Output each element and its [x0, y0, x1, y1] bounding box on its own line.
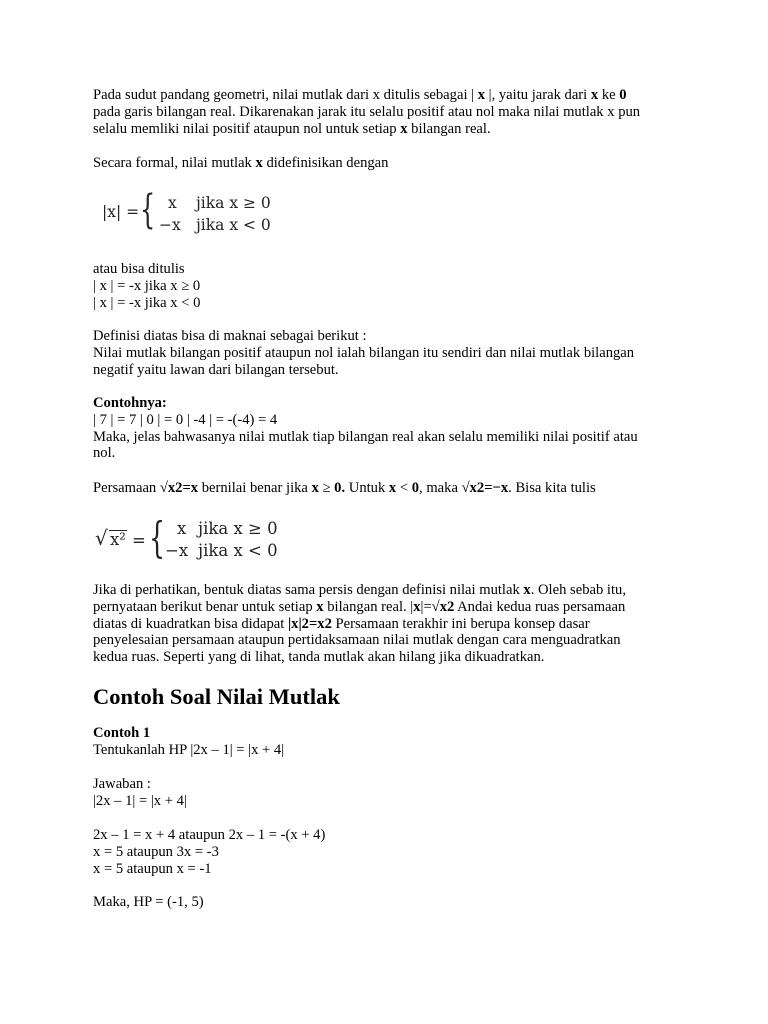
eq1-brace: {	[140, 187, 156, 233]
example-1-result: Maka, HP = (-1, 5)	[93, 894, 204, 910]
formal-definition-text: Secara formal, nilai mutlak x didefinisikan dengan	[93, 155, 389, 171]
examples-line: | 7 | = 7 | 0 | = 0 | -4 | = -(-4) = 4	[93, 411, 278, 428]
eq2-sqrt-sign: √	[95, 526, 108, 550]
eq2-brace: {	[149, 513, 166, 562]
eq2-row1-value: x	[177, 519, 187, 538]
sqrt-x-squared-equation	[95, 513, 305, 568]
answer-label: Jawaban :	[93, 776, 151, 792]
intro-paragraph	[93, 87, 693, 137]
alternative-form: atau bisa ditulis | x | = -x jika x ≥ 0 | x | = -x jika x < 0	[93, 261, 201, 311]
eq1-row1-value: x	[168, 194, 177, 212]
intro-line-2: pada garis bilangan real. Dikarenakan jarak itu selalu positif atau nol maka nilai mutlak x pun	[93, 103, 641, 120]
example-1-title: Contoh 1	[93, 725, 151, 741]
definition-meaning: Definisi diatas bisa di maknai sebagai berikut : Nilai mutlak bilangan positif ataupun nol ialah bilangan itu sendiri dan nilai mutlak bilangan negatif yaitu lawan dari bilangan tersebut.	[93, 328, 635, 378]
absolute-value-definition-equation	[100, 187, 300, 240]
intro-line-1: Pada sudut pandang geometri, nilai mutlak dari x ditulis sebagai | x |, yaitu jarak dari x ke 0	[93, 87, 627, 103]
eq2-equals: =	[132, 531, 146, 550]
intro-line-3: selalu memliki nilai positif ataupun nol untuk setiap x bilangan real.	[93, 120, 491, 137]
example-1-block	[93, 725, 693, 759]
eq1-lhs: |x| =	[102, 203, 140, 221]
section-heading: Contoh Soal Nilai Mutlak	[93, 684, 340, 709]
example-1-steps: 2x – 1 = x + 4 ataupun 2x – 1 = -(x + 4) x = 5 ataupun 3x = -3 x = 5 ataupun x = -1	[93, 827, 326, 877]
examples-title: Contohnya:	[93, 395, 167, 411]
eq2-row2-condition: jika x < 0	[198, 541, 278, 560]
eq1-row1-condition: jika x ≥ 0	[196, 194, 271, 212]
observation-paragraph: Jika di perhatikan, bentuk diatas sama persis dengan definisi nilai mutlak x. Oleh sebab itu, pernyataan berikut benar untuk setiap x bilangan real. |x|=√x2 Andai kedua ruas persamaan diatas di kuadratkan bisa didapat |x|2=x2 Persamaan terakhir ini berupa konsep dasar penyelesaian persamaan ataupun pertidaksamaan nilai mutlak dengan cara menguadratkan kedua ruas. Seperti yang di lihat, tanda mutlak akan hilang jika dikuadratkan.	[93, 582, 626, 666]
examples-block: Contohnya: | 7 | = 7 | 0 | = 0 | -4 | = -(-4) = 4 Maka, jelas bahwasanya nilai mutlak tiap bilangan real akan selalu memiliki nilai positif atau nol.	[93, 395, 693, 462]
eq2-row1-condition: jika x ≥ 0	[198, 519, 278, 538]
example-1-answer: Jawaban : |2x – 1| = |x + 4|	[93, 776, 693, 810]
eq2-row2-value: −x	[165, 541, 189, 560]
sqrt-statement: Persamaan √x2=x bernilai benar jika x ≥ 0. Untuk x < 0, maka √x2=−x. Bisa kita tulis	[93, 480, 596, 496]
eq1-row2-condition: jika x < 0	[196, 216, 271, 234]
example-1-question: Tentukanlah HP |2x – 1| = |x + 4|	[93, 741, 285, 758]
eq2-radicand: x²	[110, 530, 126, 549]
eq1-row2-value: −x	[159, 216, 181, 234]
